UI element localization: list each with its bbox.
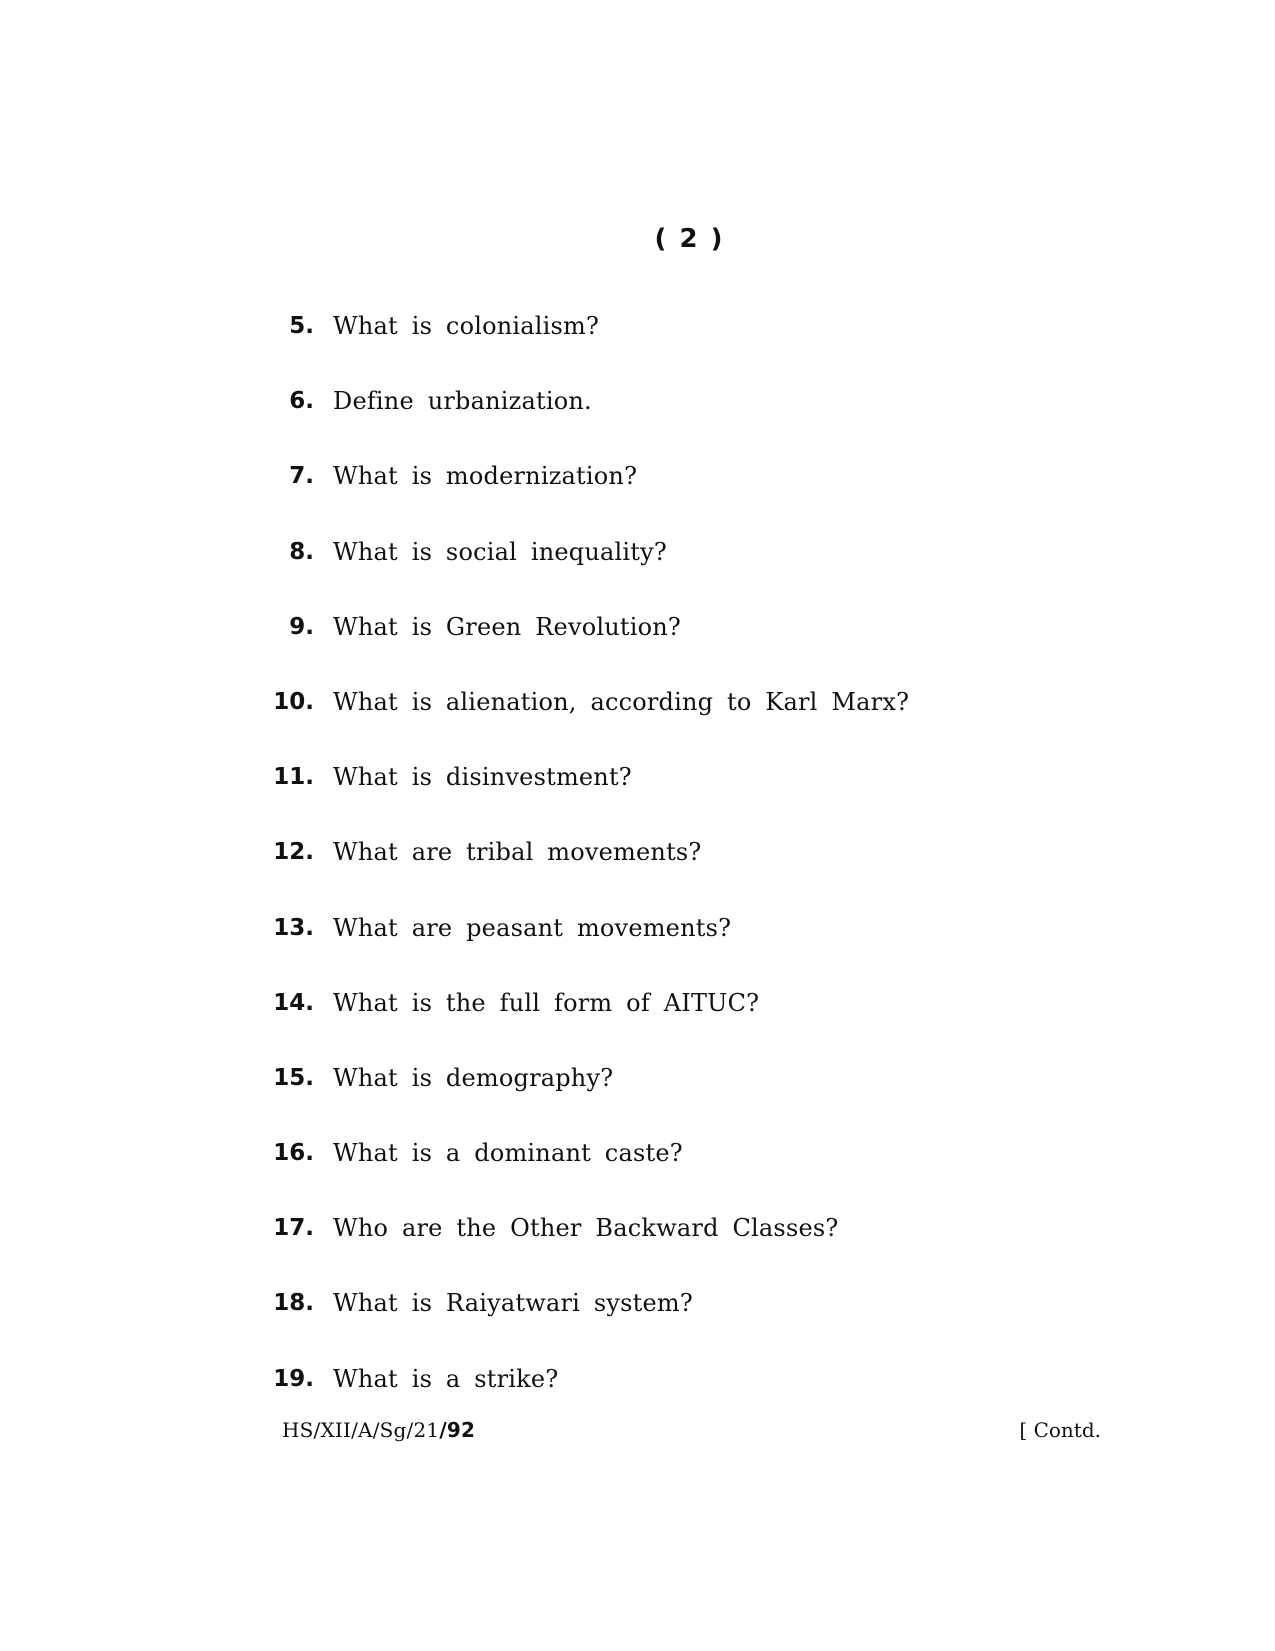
question-text: What is colonialism?	[333, 312, 600, 340]
question-number: 14.	[273, 989, 314, 1016]
question-number: 18.	[273, 1290, 314, 1317]
question-text: What is Raiyatwari system?	[333, 1289, 693, 1318]
question-text: Define urbanization.	[333, 387, 592, 416]
question-number: 5.	[289, 313, 314, 339]
question-item	[270, 761, 1170, 836]
question-item	[270, 1287, 1170, 1362]
question-text: What are peasant movements?	[333, 913, 732, 942]
question-number: 8.	[289, 538, 314, 565]
question-number: 15.	[273, 1064, 314, 1091]
question-text: What is alienation, according to Karl Marx?	[333, 687, 910, 716]
paper-code-suffix: /92	[439, 1418, 476, 1442]
question-number: 17.	[273, 1215, 314, 1242]
question-item	[270, 611, 1170, 686]
question-number: 19.	[273, 1365, 314, 1392]
question-text: What is a strike?	[333, 1364, 559, 1393]
question-item	[270, 1062, 1170, 1137]
question-item	[270, 1137, 1170, 1212]
question-number: 10.	[273, 688, 314, 715]
question-text: What is social inequality?	[333, 537, 667, 566]
question-item	[270, 686, 1170, 761]
page-number: ( 2 )	[654, 224, 725, 254]
question-number: 16.	[273, 1140, 314, 1167]
question-number: 13.	[273, 914, 314, 941]
question-list	[270, 310, 1170, 1438]
question-text: What is the full form of AITUC?	[333, 988, 760, 1017]
question-number: 12.	[273, 839, 314, 866]
question-item	[270, 912, 1170, 987]
question-text: What is Green Revolution?	[333, 612, 681, 641]
question-text: What is demography?	[333, 1063, 614, 1092]
question-item	[270, 460, 1170, 535]
paper-code	[282, 1418, 475, 1442]
question-text: What are tribal movements?	[333, 838, 702, 867]
question-item	[270, 385, 1170, 460]
question-number: 11.	[273, 764, 314, 791]
question-item	[270, 310, 1170, 385]
question-text: What is modernization?	[333, 462, 638, 491]
paper-code-prefix: HS/XII/A/Sg/21	[282, 1418, 440, 1442]
question-item	[270, 987, 1170, 1062]
question-item	[270, 836, 1170, 911]
continued-note: [ Contd.	[1019, 1418, 1101, 1442]
question-text: What is a dominant caste?	[333, 1139, 683, 1168]
question-number: 6.	[289, 388, 314, 415]
question-number: 7.	[289, 463, 314, 490]
question-item	[270, 1212, 1170, 1287]
question-item	[270, 536, 1170, 611]
question-text: Who are the Other Backward Classes?	[333, 1214, 839, 1243]
question-number: 9.	[289, 613, 314, 640]
question-text: What is disinvestment?	[333, 763, 632, 792]
